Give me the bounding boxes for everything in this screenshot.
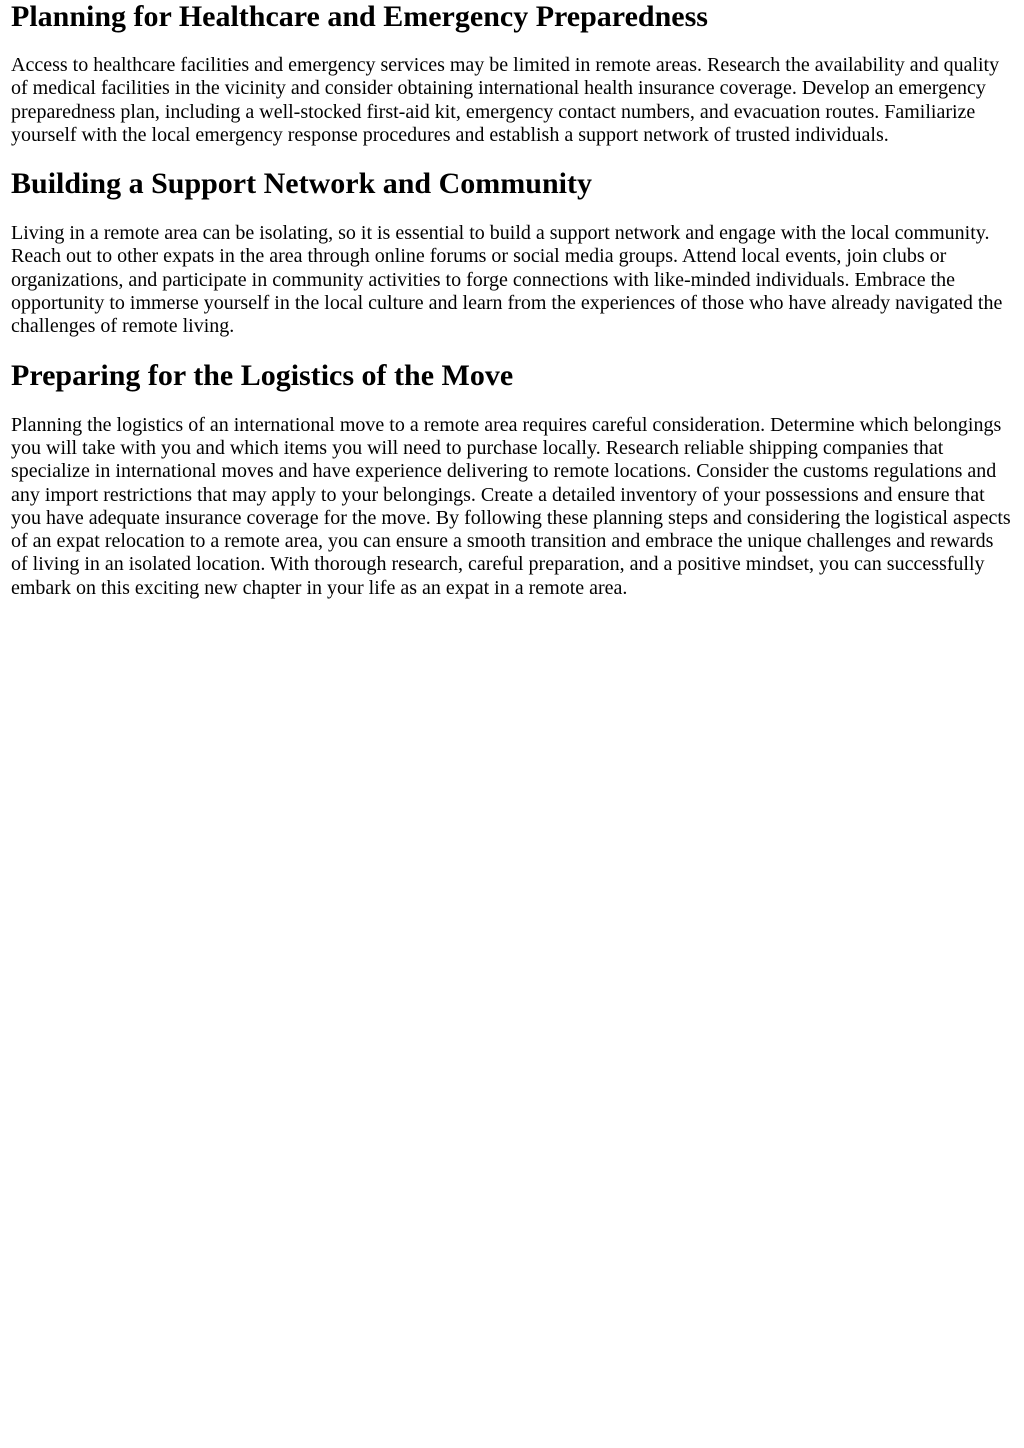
- section-text-healthcare: Access to healthcare facilities and emergency services may be limited in remote areas. Research the availability and quality of medical facilities in the vicinity and consider obtaining international health insurance coverage. Develop an emergency preparedness plan, including a well-stocked first-aid kit, emergency contact numbers, and evacuation routes. Familiarize yourself with the local emergency response procedures and establish a support network of trusted individuals.: [11, 54, 1000, 146]
- section-support-network: [11, 167, 1014, 338]
- section-text-logistics: Planning the logistics of an international move to a remote area requires careful consideration. Determine which belongings you will take with you and which items you will need to purchase locally. Research reliable shipping companies that specialize in international moves and have experience delivering to remote locations. Consider the customs regulations and any import restrictions that may apply to your belongings. Create a detailed inventory of your possessions and ensure that you have adequate insurance coverage for the move. By following these planning steps and considering the logistical aspects of an expat relocation to a remote area, you can ensure a smooth transition and embrace the unique challenges and rewards of living in an isolated location. With thorough research, careful preparation, and a positive mindset, you can successfully embark on this exciting new chapter in your life as an expat in a remote area.: [11, 413, 1011, 599]
- section-healthcare: [11, 0, 1014, 147]
- document-page: [0, 0, 1024, 600]
- section-title-logistics: Preparing for the Logistics of the Move: [11, 358, 514, 392]
- section-title-support-network: Building a Support Network and Community: [11, 167, 592, 201]
- section-logistics: [11, 359, 1014, 600]
- section-title-healthcare: Planning for Healthcare and Emergency Preparedness: [11, 0, 708, 33]
- section-text-support-network: Living in a remote area can be isolating, so it is essential to build a support network and engage with the local community. Reach out to other expats in the area through online forums or social media groups. Attend local events, join clubs or organizations, and participate in community activities to forge connections with like-minded individuals. Embrace the opportunity to immerse yourself in the local culture and learn from the experiences of those who have already navigated the challenges of remote living.: [11, 222, 1003, 338]
